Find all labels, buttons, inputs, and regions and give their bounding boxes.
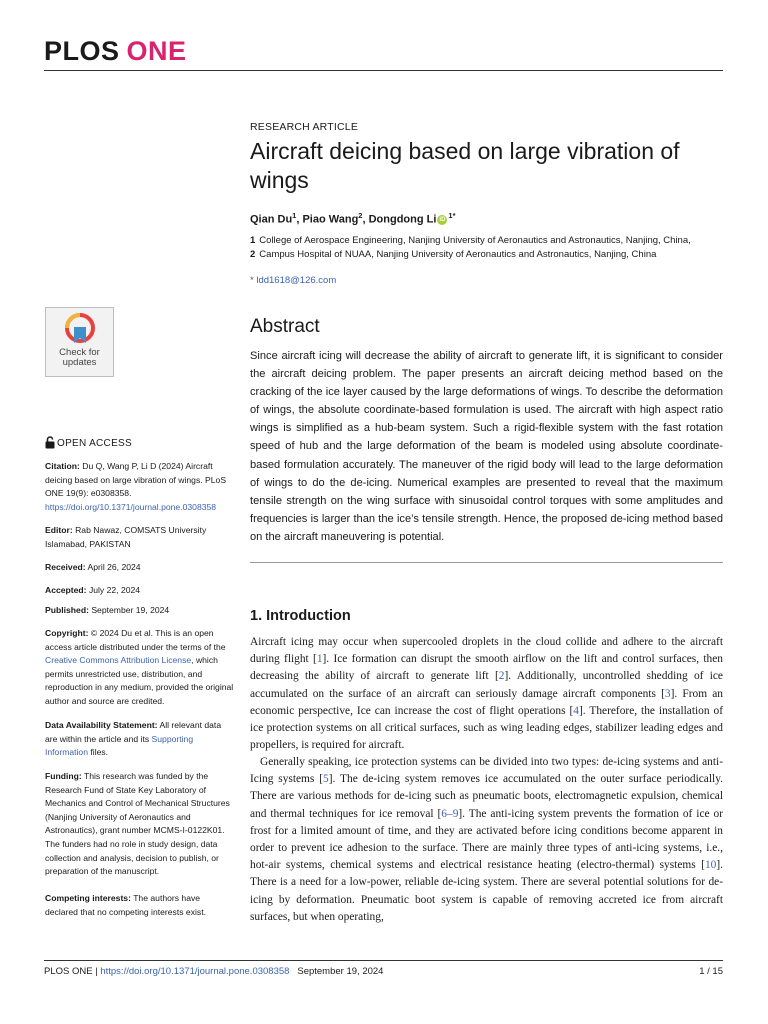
author-affiliation: 1: [448, 211, 453, 220]
body-text-segment: ]. Therefore, the installation of ice protection systems on all critical surfaces, such as wing leading edges, stabilizer leading edges and propellers, is required for aircraft.: [250, 704, 723, 752]
footer-journal: PLOS ONE: [44, 966, 93, 977]
competing-interests-text: The authors have declared that no competing interests exist.: [45, 893, 206, 917]
corresponding-mark: *: [250, 275, 254, 286]
accepted-date: July 22, 2024: [88, 585, 141, 595]
funding-label: Funding:: [45, 771, 82, 781]
license-link[interactable]: Creative Commons Attribution License: [45, 655, 192, 666]
body-text-segment: Generally speaking, ice protection systems can be divided into two types: de-icing systems and anti-Icing systems [: [250, 756, 723, 786]
corresponding-author: [250, 275, 336, 286]
check-for-updates-badge[interactable]: [45, 307, 114, 377]
funding-block: [45, 770, 235, 879]
reference-link[interactable]: 10: [704, 859, 717, 872]
reference-link[interactable]: 4: [573, 704, 579, 717]
citation-doi-link[interactable]: https://doi.org/10.1371/journal.pone.0308358: [45, 501, 217, 512]
editor-text: Rab Nawaz, COMSATS University Islamabad, PAKISTAN: [45, 525, 207, 549]
author-affiliation: 2: [358, 211, 363, 220]
corresponding-email-link[interactable]: ldd1618@126.com: [256, 275, 337, 286]
footer-date: September 19, 2024: [297, 966, 384, 977]
author-list: Qian Du$^1$, Piao Wang$^2$, Dongdong Li iD $^{1*}$: [250, 211, 456, 226]
data-availability-label: Data Availability Statement:: [45, 720, 158, 730]
published-block: [45, 604, 235, 618]
body-text-segment: ]. There is a need for a low-power, reliable de-icing system. There are several potential solutions for de-icing by deformation. Pneumatic boot system is capable of removing accreted ice from aircraft surfaces, but when operating,: [250, 859, 723, 923]
article-type: RESEARCH ARTICLE: [250, 121, 359, 133]
accepted-block: [45, 584, 235, 598]
reference-link[interactable]: 6–9: [441, 807, 459, 820]
body-text-segment: ]. The anti-icing system prevents the formation of ice or frost for a limited amount of time, and they are activated before icing conditions become apparent in order to prevent ice adhesion to the surface. There are mainly three types of anti-icing systems, i.e., hot-air systems, chemical systems and electrical resistance heating (electro-thermal) systems [: [250, 807, 723, 872]
published-date: September 19, 2024: [91, 605, 170, 615]
journal-logo[interactable]: [44, 36, 187, 67]
affiliation-text: Campus Hospital of NUAA, Nanjing University of Aeronautics and Astronautics, Nanjing, China: [259, 249, 657, 260]
open-access-label: [45, 436, 132, 449]
orcid-icon[interactable]: iD: [439, 216, 446, 223]
author-name[interactable]: Dongdong Li: [368, 213, 437, 226]
abstract-text: Since aircraft icing will decrease the ability of aircraft to generate lift, it is significant to consider the aircraft deicing problem. The paper presents an aircraft deicing method based on the cracking of the ice layer caused by the large deformations of wings. To describe the deformation of wings, the absolute coordinate-based formulation is used. The aircraft with high aspect ratio wings is simplified as a hub-beam system. Such a rigid-flexible system with the fast rotation speed of hub and the large deformation of the beam is modeled using absolute coordinate-based formulation accurately. The maneuver of the rigid body will lead to the large deformation of wings to do the de-icing. Numerical examples are presented to reveal that the maximum tensile strength on the wing surface with sinusoidal control torques with some amplitudes and frequencies is larger than the ice’s tensile strength. Hence, the proposed de-icing method based on the aircraft maneuvering is potential.: [250, 350, 723, 543]
journal-name-one: ONE: [126, 36, 187, 66]
affiliation-number: 1: [250, 235, 256, 246]
competing-interests-label: Competing interests:: [45, 893, 131, 903]
reference-link[interactable]: 2: [498, 670, 505, 683]
supporting-information-link[interactable]: Supporting Information: [45, 733, 194, 758]
reference-link[interactable]: 1: [316, 653, 323, 666]
page-footer: [44, 966, 383, 977]
funding-text: This research was funded by the Research Fund of State Key Laboratory of Mechanics and Control of Mechanical Structures (Nanjing University of Aeronautics and Astronautics), grant number MCMS-I-0122K01. The funders had no role in study design, data collection and analysis, decision to publish, or preparation of the manuscript.: [45, 771, 230, 877]
reference-link[interactable]: 5: [323, 773, 329, 786]
copyright-block: [45, 627, 235, 709]
introduction-paragraph-1: [250, 634, 723, 754]
introduction-paragraph-2: [250, 754, 723, 926]
author-affiliation: 1: [292, 211, 297, 220]
published-label: Published:: [45, 605, 89, 615]
affiliation-2: [250, 249, 730, 260]
copyright-label: Copyright:: [45, 628, 89, 638]
copyright-text-cont: , which permits unrestricted use, distribution, and reproduction in any medium, provided the original author and source are credited.: [45, 655, 234, 706]
received-label: Received:: [45, 562, 86, 572]
footer-separator: |: [92, 966, 101, 977]
footer-doi-link[interactable]: https://doi.org/10.1371/journal.pone.0308358: [100, 966, 290, 977]
introduction-heading: 1. Introduction: [250, 608, 351, 624]
citation-label: Citation:: [45, 461, 80, 471]
abstract-heading: Abstract: [250, 316, 320, 337]
body-text-segment: ]. The de-icing system removes ice accumulated on the outer surface periodically. There are various methods for de-icing such as pneumatic boots, electromagnetic expulsion, chemical and thermal techniques for ice removal [: [250, 773, 723, 820]
citation-text: Du Q, Wang P, Li D (2024) Aircraft deicing based on large vibration of wings. PLoS ONE 19(9): e0308358.: [45, 461, 227, 499]
received-date: April 26, 2024: [87, 562, 141, 572]
page-number: 1 / 15: [699, 966, 723, 977]
author-name[interactable]: Qian Du: [250, 213, 293, 226]
editor-block: [45, 524, 235, 551]
body-text-segment: ]. From an economic perspective, Ice can increase the cost of flight operations [: [250, 687, 723, 717]
open-access-lock-icon: [45, 436, 55, 449]
data-availability-text: All relevant data are within the article and its: [45, 720, 222, 744]
check-for-updates-icon: [65, 313, 95, 347]
accepted-label: Accepted:: [45, 585, 87, 595]
body-text-segment: Aircraft icing may occur when supercooled droplets in the cloud collide and adhere to the aircraft during flight [: [250, 636, 723, 666]
competing-interests-block: [45, 892, 235, 919]
footer-rule: [44, 960, 723, 961]
open-access-text: OPEN ACCESS: [57, 438, 132, 449]
data-availability-text-cont: files.: [90, 747, 109, 758]
header-rule: [44, 70, 723, 71]
article-title: Aircraft deicing based on large vibration of wings: [250, 138, 680, 193]
body-text-segment: ]. Additionally, uncontrolled shedding of ice accumulated on the surface of an aircraft can seriously damage aircraft components [: [250, 670, 723, 700]
affiliation-text: College of Aerospace Engineering, Nanjing University of Aeronautics and Astronautics, Nanjing, China,: [259, 235, 691, 246]
abstract-divider: [250, 562, 723, 563]
affiliation-number: 2: [250, 249, 256, 260]
author-name[interactable]: Piao Wang: [302, 213, 359, 226]
data-availability-block: [45, 719, 235, 760]
received-block: [45, 561, 235, 575]
affiliation-1: [250, 235, 730, 246]
editor-label: Editor:: [45, 525, 73, 535]
corresponding-mark: *: [452, 211, 456, 220]
check-for-updates-line2: updates: [62, 357, 97, 368]
copyright-text: © 2024 Du et al. This is an open access article distributed under the terms of the: [45, 628, 226, 652]
body-text-segment: ]. Ice formation can disrupt the smooth airflow on the lift and control surfaces, then decreasing the ability of aircraft to generate lift [: [250, 653, 723, 683]
citation-block: [45, 460, 235, 514]
check-for-updates-line1: Check for: [59, 347, 100, 358]
journal-name-plos: PLOS: [44, 36, 120, 66]
reference-link[interactable]: 3: [664, 687, 671, 700]
